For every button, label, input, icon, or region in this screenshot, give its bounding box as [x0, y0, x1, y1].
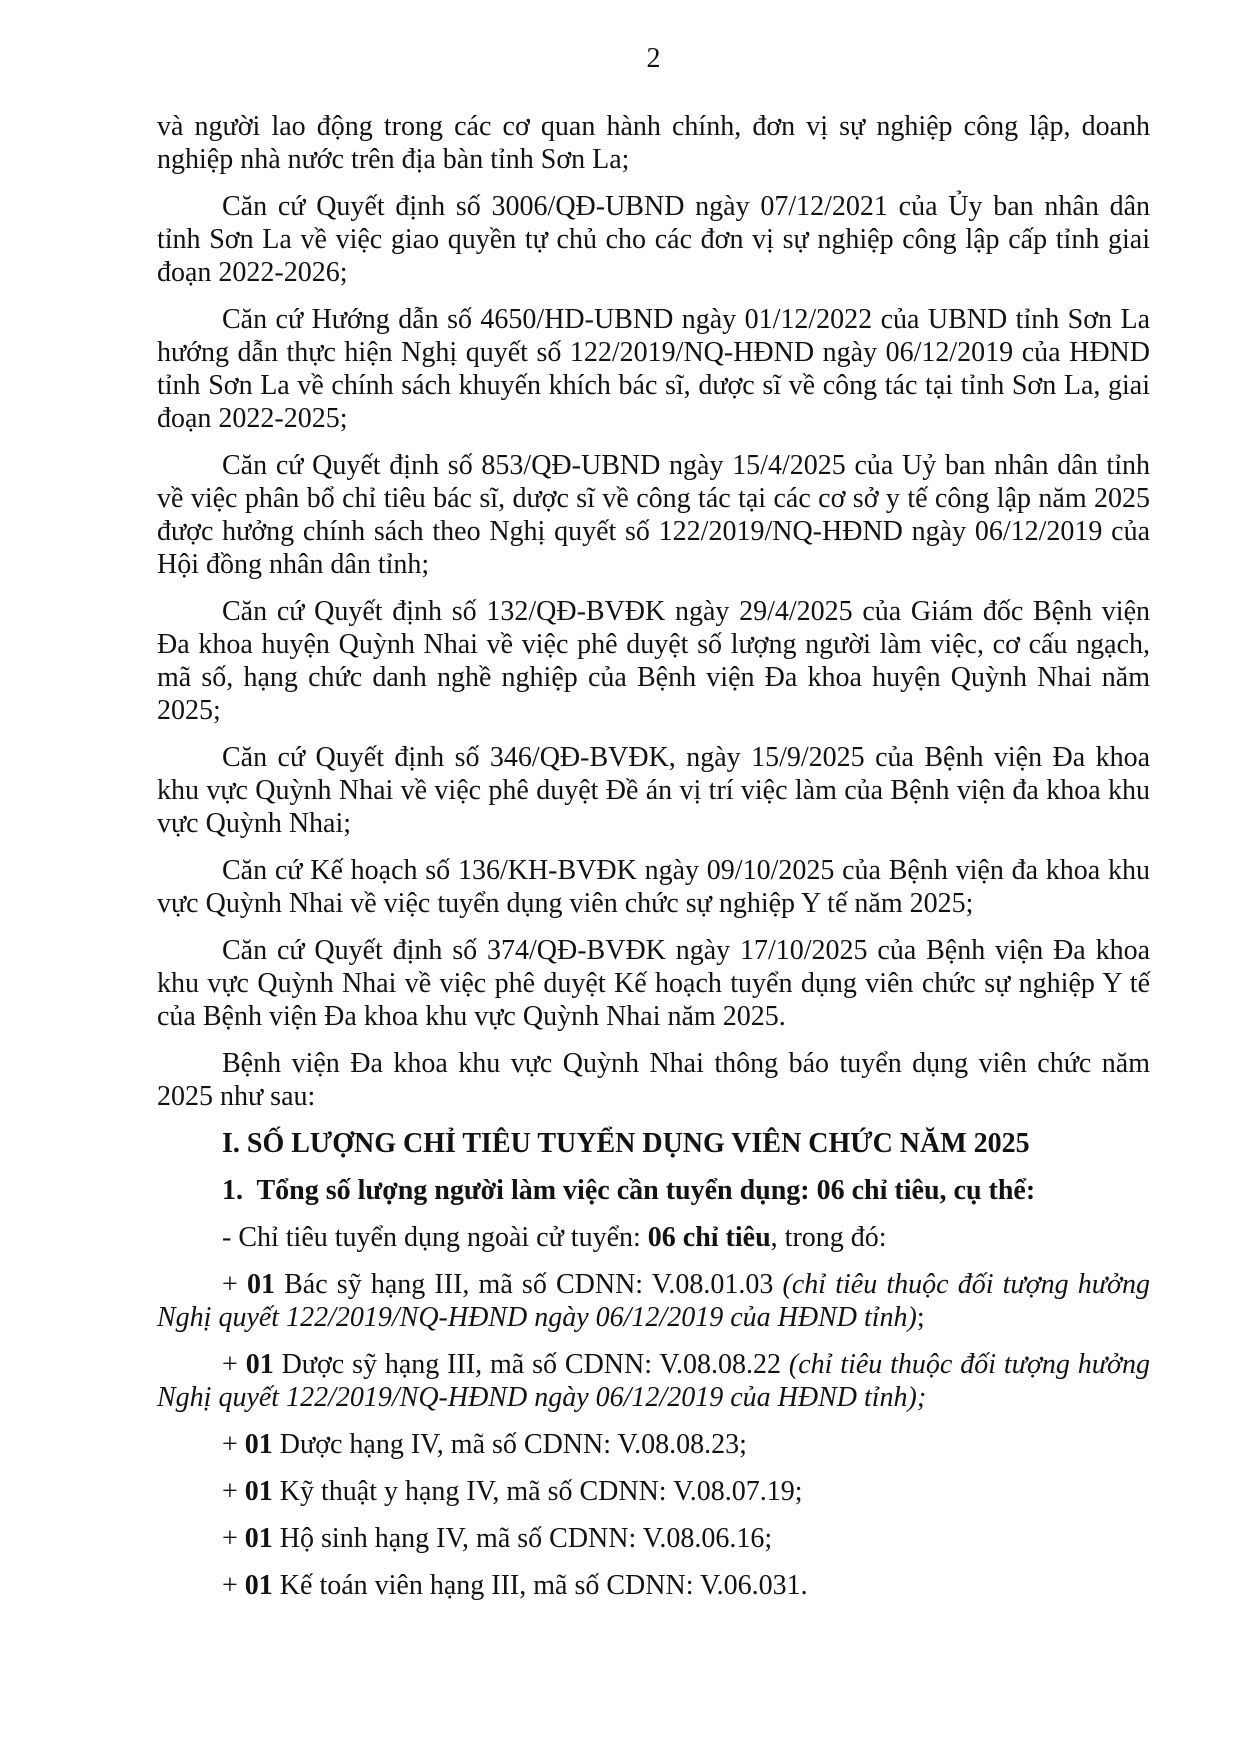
- text-run: 06 chỉ tiêu: [647, 1222, 771, 1253]
- list-item-plus-duoc: [157, 1428, 1150, 1461]
- list-item-plus-ky-thuat-y: [157, 1475, 1150, 1508]
- text-run: Kỹ thuật y hạng IV, mã số CDNN: V.08.07.19;: [272, 1476, 803, 1507]
- list-item-dash-chi-tieu: [157, 1221, 1150, 1254]
- text-run: Căn cứ Quyết định số 132/QĐ-BVĐK ngày 29/4/2025 của Giám đốc Bệnh viện Đa khoa huyện Quỳnh Nhai về việc phê duyệt số lượng người làm việc, cơ cấu ngạch, mã số, hạng chức danh nghề nghiệp của Bệnh viện Đa khoa huyện Quỳnh Nhai năm 2025;: [157, 596, 1150, 726]
- text-run: 01: [244, 1476, 273, 1507]
- document-body: [157, 110, 1150, 1602]
- text-run: Căn cứ Quyết định số 346/QĐ-BVĐK, ngày 15/9/2025 của Bệnh viện Đa khoa khu vực Quỳnh Nhai về việc phê duyệt Đề án vị trí việc làm của Bệnh viện đa khoa khu vực Quỳnh Nhai;: [157, 742, 1150, 839]
- text-run: 01: [244, 1429, 273, 1460]
- text-run: 01: [245, 1349, 274, 1380]
- text-run: 01: [244, 1523, 273, 1554]
- text-run: Bác sỹ hạng III, mã số CDNN: V.08.01.03: [274, 1269, 783, 1300]
- paragraph-intro: [157, 1047, 1150, 1113]
- text-run: Dược hạng IV, mã số CDNN: V.08.08.23;: [272, 1429, 747, 1460]
- text-run: +: [222, 1349, 246, 1380]
- paragraph-can-cu-346: [157, 741, 1150, 840]
- text-run: Căn cứ Quyết định số 3006/QĐ-UBND ngày 07/12/2021 của Ủy ban nhân dân tỉnh Sơn La về việc giao quyền tự chủ cho các đơn vị sự nghiệp công lập cấp tỉnh giai đoạn 2022-2026;: [157, 191, 1150, 288]
- text-run: +: [222, 1476, 245, 1507]
- text-run: +: [222, 1570, 245, 1601]
- text-run: Dược sỹ hạng III, mã số CDNN: V.08.08.22: [273, 1349, 789, 1380]
- paragraph-can-cu-853: [157, 449, 1150, 581]
- text-run: 1. Tổng số lượng người làm việc cần tuyển dụng: 06 chỉ tiêu, cụ thể:: [222, 1175, 1036, 1206]
- text-run: - Chỉ tiêu tuyển dụng ngoài cử tuyển:: [222, 1222, 648, 1253]
- text-run: , trong đó:: [770, 1222, 887, 1253]
- text-run: 01: [244, 1570, 273, 1601]
- text-run: ;: [916, 1302, 925, 1333]
- text-run: 01: [246, 1269, 275, 1300]
- paragraph-can-cu-4650: [157, 303, 1150, 435]
- section-heading-I: [157, 1127, 1150, 1160]
- text-run: Căn cứ Kế hoạch số 136/KH-BVĐK ngày 09/10/2025 của Bệnh viện đa khoa khu vực Quỳnh Nhai về việc tuyển dụng viên chức sự nghiệp Y tế năm 2025;: [157, 855, 1150, 919]
- text-run: (chỉ tiêu thuộc đối tượng hưởng Nghị quyết 122/2019/NQ-HĐND ngày 06/12/2019 của HĐND tỉnh);: [157, 1349, 1150, 1413]
- list-item-plus-bac-sy: [157, 1268, 1150, 1334]
- paragraph-continuation: [157, 110, 1150, 176]
- text-run: +: [222, 1429, 245, 1460]
- text-run: Hộ sinh hạng IV, mã số CDNN: V.08.06.16;: [272, 1523, 773, 1554]
- list-item-plus-duoc-sy: [157, 1348, 1150, 1414]
- paragraph-can-cu-374: [157, 934, 1150, 1033]
- text-run: +: [222, 1269, 247, 1300]
- list-item-plus-ho-sinh: [157, 1522, 1150, 1555]
- paragraph-can-cu-136: [157, 854, 1150, 920]
- text-run: +: [222, 1523, 245, 1554]
- text-run: Căn cứ Quyết định số 853/QĐ-UBND ngày 15/4/2025 của Uỷ ban nhân dân tỉnh về việc phân bổ chỉ tiêu bác sĩ, dược sĩ về công tác tại các cơ sở y tế công lập năm 2025 được hưởng chính sách theo Nghị quyết số 122/2019/NQ-HĐND ngày 06/12/2019 của Hội đồng nhân dân tỉnh;: [157, 450, 1150, 580]
- subsection-heading-1: [157, 1174, 1150, 1207]
- page-number: 2: [646, 43, 661, 74]
- list-item-plus-ke-toan: [157, 1569, 1150, 1602]
- text-run: Kế toán viên hạng III, mã số CDNN: V.06.031.: [272, 1570, 808, 1601]
- text-run: (chỉ tiêu thuộc đối tượng hưởng Nghị quyết 122/2019/NQ-HĐND ngày 06/12/2019 của HĐND tỉnh): [157, 1269, 1151, 1333]
- text-run: Bệnh viện Đa khoa khu vực Quỳnh Nhai thông báo tuyển dụng viên chức năm 2025 như sau:: [157, 1048, 1150, 1112]
- text-run: và người lao động trong các cơ quan hành chính, đơn vị sự nghiệp công lập, doanh nghiệp nhà nước trên địa bàn tỉnh Sơn La;: [157, 111, 1150, 175]
- text-run: Căn cứ Hướng dẫn số 4650/HD-UBND ngày 01/12/2022 của UBND tỉnh Sơn La hướng dẫn thực hiện Nghị quyết số 122/2019/NQ-HĐND ngày 06/12/2019 của HĐND tỉnh Sơn La về chính sách khuyến khích bác sĩ, dược sĩ về công tác tại tỉnh Sơn La, giai đoạn 2022-2025;: [157, 304, 1150, 434]
- paragraph-can-cu-3006: [157, 190, 1150, 289]
- text-run: Căn cứ Quyết định số 374/QĐ-BVĐK ngày 17/10/2025 của Bệnh viện Đa khoa khu vực Quỳnh Nhai về việc phê duyệt Kế hoạch tuyển dụng viên chức sự nghiệp Y tế của Bệnh viện Đa khoa khu vực Quỳnh Nhai năm 2025.: [157, 935, 1150, 1032]
- paragraph-can-cu-132: [157, 595, 1150, 727]
- text-run: I. SỐ LƯỢNG CHỈ TIÊU TUYỂN DỤNG VIÊN CHỨC NĂM 2025: [222, 1128, 1030, 1159]
